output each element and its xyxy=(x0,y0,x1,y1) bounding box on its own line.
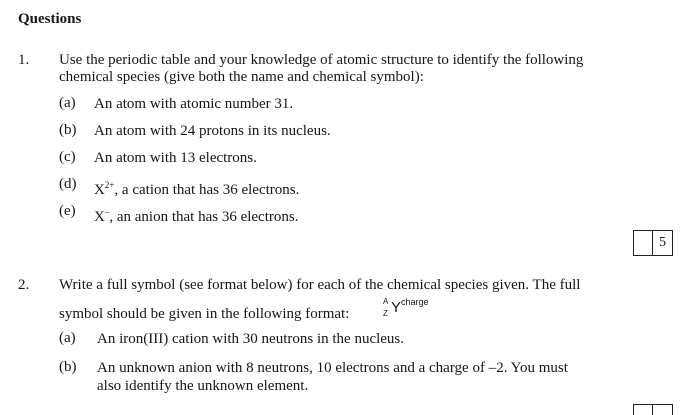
question-text-line: Use the periodic table and your knowledge of atomic structure to identify the following xyxy=(59,52,584,68)
part-text-rest: , a cation that has 36 electrons. xyxy=(114,182,300,198)
marks-total: 5 xyxy=(659,235,666,250)
part-label: (a) xyxy=(59,95,76,111)
part-text xyxy=(94,203,298,227)
part-text: An atom with 13 electrons. xyxy=(94,150,257,166)
part-label: (b) xyxy=(59,359,77,375)
part-text-rest: , an anion that has 36 electrons. xyxy=(109,209,299,225)
question-text-line: chemical species (give both the name and chemical symbol): xyxy=(59,69,424,85)
question-number: 2. xyxy=(18,277,30,293)
ion-symbol: X xyxy=(94,182,105,198)
part-label: (e) xyxy=(59,203,76,219)
part-label: (a) xyxy=(59,330,76,346)
marks-awarded-cell xyxy=(634,405,653,415)
ion-symbol: X xyxy=(94,209,105,225)
marks-awarded-cell xyxy=(634,231,653,255)
part-text: An atom with atomic number 31. xyxy=(94,96,294,112)
ion-charge: 2+ xyxy=(104,180,115,190)
part-text xyxy=(94,176,299,200)
marks-box xyxy=(633,404,673,415)
part-label: (b) xyxy=(59,122,77,138)
part-text: An iron(III) cation with 30 neutrons in the nucleus. xyxy=(97,331,405,347)
element-symbol-label: Y xyxy=(391,299,402,316)
full-symbol-format xyxy=(383,297,443,321)
part-label: (d) xyxy=(59,176,77,192)
question-text-line: symbol should be given in the following format: xyxy=(59,306,350,322)
marks-box xyxy=(633,230,673,256)
section-heading: Questions xyxy=(18,11,82,27)
mass-number-label: A xyxy=(383,297,389,306)
question-number: 1. xyxy=(18,52,30,68)
part-label: (c) xyxy=(59,149,76,165)
part-text: also identify the unknown element. xyxy=(97,378,309,394)
part-text: An unknown anion with 8 neutrons, 10 electrons and a charge of –2. You must xyxy=(97,360,568,376)
ion-charge: – xyxy=(104,207,110,217)
charge-label: charge xyxy=(401,297,429,307)
atomic-number-label: Z xyxy=(383,309,388,318)
question-text-line: Write a full symbol (see format below) for each of the chemical species given. The full xyxy=(59,277,581,293)
part-text: An atom with 24 protons in its nucleus. xyxy=(94,123,331,139)
